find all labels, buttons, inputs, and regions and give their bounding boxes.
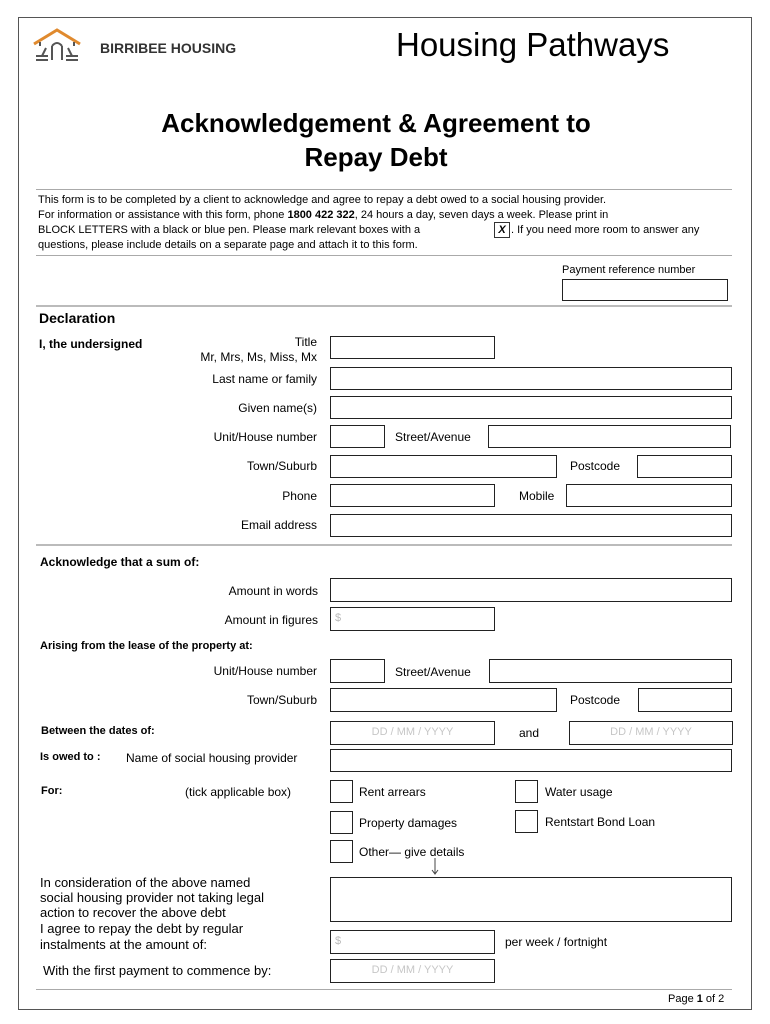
date-from-input[interactable]: DD / MM / YYYY [330,721,495,745]
consideration-line2: social housing provider not taking legal [40,890,265,905]
property-street-input[interactable] [489,659,732,683]
property-street-label: Street/Avenue [395,665,471,679]
unit-label: Unit/House number [213,430,317,444]
provider-label: Name of social housing provider [126,751,298,765]
intro-line2: For information or assistance with this form, phone 1800 422 322, 24 hours a day, seven days a week. Please print in [38,209,609,221]
dates-and-label: and [519,726,540,740]
for-label: For: [41,785,63,797]
consideration-line4: I agree to repay the debt by regular [40,921,244,936]
mark-example-box [494,222,510,238]
phone-label: Phone [282,489,317,503]
water-usage-checkbox[interactable] [515,780,538,803]
unit-input[interactable] [330,425,385,448]
amount-words-label: Amount in words [228,584,318,598]
first-payment-label: With the first payment to commence by: [43,963,272,978]
other-label: Other— give details [359,845,465,859]
given-name-input[interactable] [330,396,732,419]
amount-figures-input[interactable]: $ [330,607,495,631]
payment-ref-input[interactable] [562,279,728,301]
given-name-label: Given name(s) [238,401,317,415]
property-postcode-label: Postcode [570,693,621,707]
rentstart-bond-checkbox[interactable] [515,810,538,833]
phone-number: 1800 422 322 [287,209,355,221]
rent-arrears-label: Rent arrears [359,785,426,799]
street-label: Street/Avenue [395,430,471,444]
property-damages-label: Property damages [359,816,458,830]
payment-ref-label: Payment reference number [562,264,696,276]
town-label: Town/Suburb [246,459,317,473]
title-label: Title [294,335,317,349]
property-heading: Arising from the lease of the property at: [40,640,253,652]
date-to-input[interactable]: DD / MM / YYYY [569,721,733,745]
property-unit-input[interactable] [330,659,385,683]
arrow-down-icon [430,858,440,876]
declaration-heading: Declaration [39,310,116,326]
house-logo-icon [32,26,82,66]
logo [32,26,82,66]
first-payment-date-input[interactable]: DD / MM / YYYY [330,959,495,983]
page-title-line1: Acknowledgement & Agreement to [161,108,591,138]
page-number: Page 1 of 2 [668,993,725,1005]
intro-line3: BLOCK LETTERS with a black or blue pen. Please mark relevant boxes with a [38,224,421,236]
title-hint: Mr, Mrs, Ms, Miss, Mx [200,350,317,364]
consideration-line1: In consideration of the above named [40,875,251,890]
lastname-input[interactable] [330,367,732,390]
town-input[interactable] [330,455,557,478]
title-input[interactable] [330,336,495,359]
intro-line3b: . If you need more room to answer any [511,224,700,236]
property-town-input[interactable] [330,688,557,712]
property-damages-checkbox[interactable] [330,811,353,834]
street-input[interactable] [488,425,731,448]
postcode-input[interactable] [637,455,732,478]
rentstart-bond-label: Rentstart Bond Loan [545,815,656,829]
other-details-input[interactable] [330,877,732,922]
provider-input[interactable] [330,749,732,772]
dates-label: Between the dates of: [41,725,155,737]
consideration-line5: instalments at the amount of: [40,937,207,952]
instalment-amount-input[interactable]: $ [330,930,495,954]
email-label: Email address [240,518,317,532]
postcode-label: Postcode [570,459,621,473]
email-input[interactable] [330,514,732,537]
phone-input[interactable] [330,484,495,507]
page-title-line2: Repay Debt [304,142,448,172]
owed-label: Is owed to : [40,751,101,763]
water-usage-label: Water usage [545,785,613,799]
amount-words-input[interactable] [330,578,732,602]
mobile-label: Mobile [519,489,555,503]
lastname-label: Last name or family [212,372,317,386]
property-unit-label: Unit/House number [213,664,317,678]
x-mark-icon: X [498,224,506,236]
property-town-label: Town/Suburb [246,693,317,707]
amount-figures-label: Amount in figures [224,613,318,627]
consideration-line3: action to recover the above debt [40,905,226,920]
intro-line1: This form is to be completed by a client to acknowledge and agree to repay a debt owed to a social housing provider. [38,194,607,206]
property-postcode-input[interactable] [638,688,732,712]
program-name: Housing Pathways [396,26,670,63]
undersigned-label: I, the undersigned [39,337,143,351]
intro-line4: questions, please include details on a separate page and attach it to this form. [38,239,418,251]
per-period-label: per week / fortnight [505,935,608,949]
org-name: BIRRIBEE HOUSING [100,40,237,56]
for-hint: (tick applicable box) [185,785,292,799]
acknowledge-heading: Acknowledge that a sum of: [40,555,200,569]
other-checkbox[interactable] [330,840,353,863]
rent-arrears-checkbox[interactable] [330,780,353,803]
mobile-input[interactable] [566,484,732,507]
